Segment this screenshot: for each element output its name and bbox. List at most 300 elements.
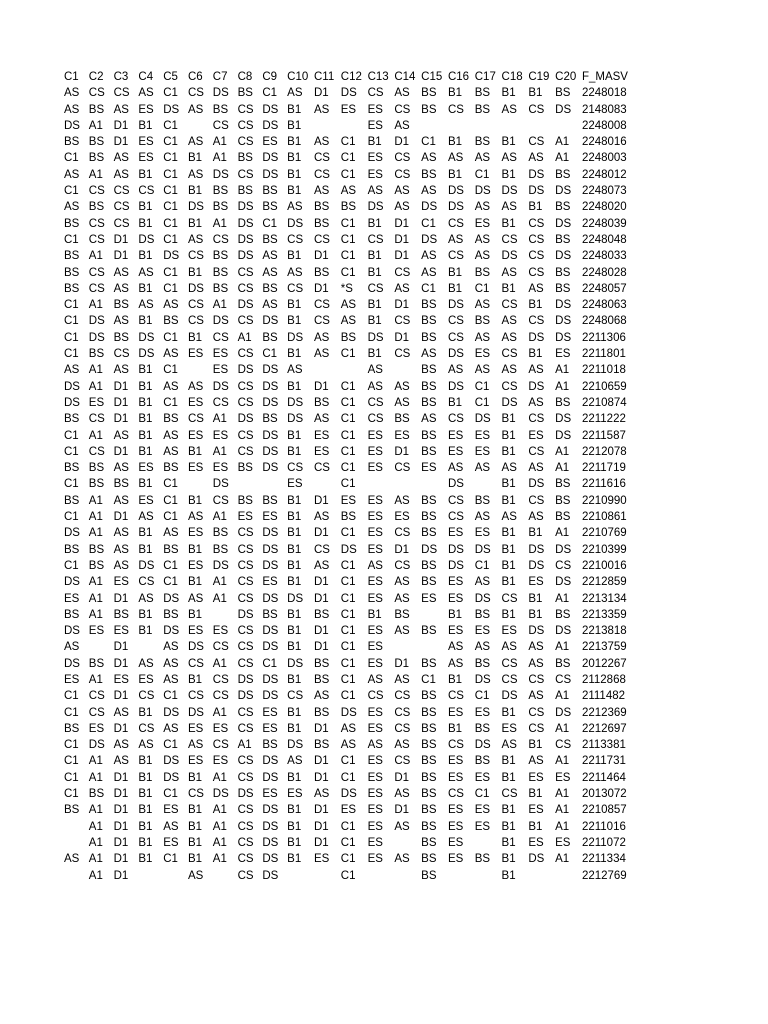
grade-cell: DS: [187, 706, 204, 719]
grade-cell: AS: [501, 511, 517, 524]
grade-cell: ES: [555, 836, 571, 849]
grade-cell: ES: [313, 429, 330, 442]
grade-cell: DS: [64, 527, 80, 540]
grade-cell: CS: [313, 233, 330, 246]
grade-cell: AS: [313, 348, 330, 361]
column-header: C16: [447, 71, 470, 83]
grade-cell: B1: [287, 348, 302, 361]
grade-cell: A1: [88, 494, 103, 507]
grade-cell: BS: [212, 543, 229, 556]
grade-cell: BS: [421, 657, 437, 670]
grade-cell: C1: [340, 625, 356, 638]
table-row: [64, 802, 652, 818]
student-id-cell: 2210016: [581, 559, 627, 572]
grade-cell: A1: [555, 641, 570, 654]
grade-cell: BS: [163, 608, 179, 621]
grade-cell: BS: [64, 266, 80, 279]
grade-cell: ES: [367, 103, 383, 116]
grade-cell: C1: [163, 119, 178, 132]
grade-cell: DS: [138, 233, 155, 246]
grade-cell: D1: [113, 250, 129, 263]
grade-cell: AS: [313, 103, 330, 116]
column-header: C13: [367, 71, 389, 83]
grade-cell: DS: [237, 250, 254, 263]
grade-cell: A1: [212, 511, 227, 524]
grade-cell: B1: [501, 543, 516, 556]
grade-cell: B1: [138, 396, 153, 409]
grade-cell: AS: [367, 380, 383, 393]
grade-cell: DS: [262, 168, 279, 181]
grade-cell: AS: [474, 201, 491, 214]
grade-cell: A1: [212, 413, 227, 426]
grade-cell: BS: [64, 608, 80, 621]
grade-cell: BS: [113, 331, 129, 344]
grade-cell: BS: [212, 201, 229, 214]
grade-cell: D1: [313, 282, 329, 295]
student-id-cell: 2248008: [581, 119, 627, 132]
grade-cell: CS: [555, 739, 572, 752]
grade-cell: CS: [113, 217, 130, 230]
grade-cell: BS: [421, 364, 437, 377]
grade-cell: C1: [262, 87, 278, 100]
grade-cell: AS: [394, 576, 410, 589]
grade-cell: D1: [313, 836, 329, 849]
grade-cell: BS: [64, 136, 80, 149]
grade-cell: BS: [421, 625, 437, 638]
grade-cell: DS: [447, 299, 464, 312]
student-id-cell: 2211464: [581, 771, 626, 784]
grade-cell: BS: [474, 722, 491, 735]
grade-cell: D1: [113, 657, 129, 670]
grade-cell: DS: [421, 233, 438, 246]
grade-cell: AS: [501, 462, 517, 475]
grade-cell: A1: [88, 771, 103, 784]
grade-cell: [213, 868, 238, 884]
grade-cell: [138, 639, 163, 655]
grade-cell: BS: [64, 413, 80, 426]
grade-cell: B1: [287, 771, 302, 784]
grade-cell: CS: [313, 168, 330, 181]
grade-cell: BS: [421, 315, 437, 328]
grade-cell: [448, 118, 475, 134]
grade-cell: DS: [555, 331, 572, 344]
grade-cell: CS: [501, 233, 518, 246]
grade-cell: C1: [163, 136, 178, 149]
grade-cell: A1: [88, 853, 103, 866]
grade-cell: DS: [262, 771, 279, 784]
grade-cell: B1: [501, 853, 516, 866]
grade-cell: CS: [447, 739, 464, 752]
grade-cell: B1: [367, 299, 382, 312]
grade-cell: [475, 118, 502, 134]
grade-cell: BS: [313, 706, 330, 719]
grade-cell: CS: [528, 233, 545, 246]
grade-cell: B1: [528, 527, 543, 540]
table-row: [64, 330, 652, 346]
grade-cell: AS: [113, 103, 129, 116]
grade-cell: B1: [138, 119, 153, 132]
grade-cell: CS: [394, 315, 411, 328]
grade-cell: AS: [113, 494, 129, 507]
student-id-cell: 2211334: [581, 853, 626, 866]
grade-cell: B1: [138, 788, 153, 801]
grade-cell: AS: [501, 201, 517, 214]
grade-cell: DS: [212, 380, 229, 393]
grade-cell: CS: [528, 136, 545, 149]
grade-cell: D1: [113, 136, 129, 149]
grade-cell: AS: [64, 168, 80, 181]
grade-cell: C1: [421, 282, 436, 295]
grade-cell: CS: [88, 87, 105, 100]
grade-cell: DS: [287, 739, 304, 752]
grade-cell: DS: [262, 429, 279, 442]
grade-cell: BS: [262, 331, 278, 344]
grade-cell: ES: [528, 804, 544, 817]
grade-cell: B1: [447, 722, 463, 735]
grade-cell: C1: [340, 869, 356, 882]
grade-cell: C1: [64, 315, 79, 328]
grade-cell: B1: [367, 608, 382, 621]
grade-cell: AS: [64, 364, 80, 377]
grade-cell: DS: [474, 673, 491, 686]
grade-cell: C1: [340, 462, 356, 475]
column-header: C4: [138, 71, 154, 83]
grade-cell: DS: [64, 657, 80, 670]
grade-cell: C1: [262, 217, 278, 230]
grade-cell: C1: [64, 478, 79, 491]
grade-cell: DS: [237, 608, 254, 621]
grade-cell: D1: [394, 331, 410, 344]
grade-cell: DS: [237, 217, 254, 230]
grade-cell: BS: [421, 755, 437, 768]
grade-cell: AS: [64, 103, 80, 116]
grade-cell: CS: [287, 462, 304, 475]
grade-cell: AS: [113, 168, 129, 181]
grade-cell: DS: [262, 315, 279, 328]
grade-cell: BS: [88, 103, 105, 116]
grade-cell: ES: [474, 429, 491, 442]
table-row: [64, 362, 652, 378]
grade-cell: B1: [287, 608, 302, 621]
grade-cell: C1: [340, 641, 356, 654]
grade-cell: D1: [313, 755, 329, 768]
grade-cell: BS: [555, 87, 571, 100]
grade-cell: BS: [474, 755, 491, 768]
grade-cell: BS: [163, 413, 179, 426]
grade-cell: AS: [113, 706, 129, 719]
grade-cell: B1: [501, 87, 516, 100]
grade-cell: C1: [163, 576, 178, 589]
grade-cell: A1: [555, 853, 570, 866]
column-header: C9: [262, 71, 278, 83]
student-id-cell: 2210399: [581, 543, 627, 556]
grade-cell: AS: [474, 364, 491, 377]
grade-cell: A1: [88, 608, 103, 621]
grade-cell: BS: [212, 266, 229, 279]
grade-cell: CS: [287, 690, 304, 703]
grade-cell: ES: [447, 771, 464, 784]
grade-cell: AS: [340, 739, 357, 752]
grade-cell: ES: [474, 625, 491, 638]
grade-cell: CS: [212, 396, 229, 409]
grade-cell: DS: [163, 625, 180, 638]
grade-cell: C1: [64, 739, 79, 752]
grade-cell: DS: [212, 478, 229, 491]
grade-cell: C1: [262, 348, 278, 361]
grade-cell: DS: [555, 429, 572, 442]
grade-cell: B1: [138, 804, 153, 817]
grade-cell: CS: [237, 103, 254, 116]
grade-cell: CS: [313, 315, 330, 328]
grade-cell: [64, 819, 89, 835]
grade-cell: CS: [88, 266, 105, 279]
grade-cell: AS: [64, 87, 80, 100]
grade-cell: A1: [555, 690, 570, 703]
grade-cell: CS: [187, 657, 204, 670]
grade-cell: CS: [501, 348, 518, 361]
grade-cell: AS: [474, 250, 491, 263]
grade-cell: D1: [394, 445, 410, 458]
grade-cell: DS: [555, 299, 572, 312]
grade-cell: CS: [447, 217, 464, 230]
grade-cell: C1: [163, 788, 178, 801]
grade-cell: ES: [138, 494, 154, 507]
grade-cell: B1: [138, 755, 153, 768]
grade-cell: CS: [313, 152, 330, 165]
grade-cell: [238, 476, 263, 492]
grade-cell: DS: [163, 592, 180, 605]
grade-cell: BS: [88, 136, 105, 149]
grade-cell: ES: [367, 625, 383, 638]
grade-cell: D1: [113, 233, 129, 246]
column-header: C15: [421, 71, 443, 83]
grade-cell: AS: [501, 641, 517, 654]
grade-cell: CS: [287, 282, 304, 295]
grade-cell: BS: [212, 250, 229, 263]
grade-cell: DS: [262, 559, 279, 572]
grade-cell: ES: [113, 673, 129, 686]
grade-cell: ES: [212, 364, 229, 377]
grade-cell: C1: [163, 853, 178, 866]
grade-cell: B1: [287, 836, 302, 849]
grade-cell: CS: [555, 673, 572, 686]
grade-cell: DS: [262, 152, 279, 165]
grade-cell: DS: [64, 576, 80, 589]
grade-cell: C1: [474, 282, 490, 295]
grade-cell: AS: [64, 853, 80, 866]
grade-cell: DS: [262, 836, 279, 849]
grade-cell: D1: [313, 625, 329, 638]
table-row: [64, 444, 652, 460]
student-id-cell: 2213134: [581, 592, 627, 605]
grade-cell: [555, 868, 582, 884]
grade-cell: A1: [212, 706, 227, 719]
grade-cell: AS: [474, 331, 491, 344]
grade-cell: BS: [88, 462, 105, 475]
grade-cell: [421, 639, 448, 655]
grade-cell: AS: [528, 657, 544, 670]
table-row: [64, 346, 652, 362]
grade-cell: B1: [501, 527, 516, 540]
grade-cell: ES: [447, 755, 464, 768]
grade-cell: CS: [237, 771, 254, 784]
header-row: [64, 69, 652, 85]
grade-cell: DS: [237, 673, 254, 686]
grade-cell: AS: [187, 739, 204, 752]
grade-cell: AS: [474, 511, 491, 524]
grade-cell: AS: [367, 739, 383, 752]
grade-cell: AS: [367, 673, 383, 686]
grade-cell: ES: [367, 511, 383, 524]
grade-cell: DS: [262, 527, 279, 540]
grade-cell: B1: [287, 299, 302, 312]
grade-cell: AS: [163, 445, 179, 458]
grade-cell: C1: [163, 282, 178, 295]
grade-cell: ES: [501, 722, 517, 735]
grade-cell: AS: [394, 119, 410, 132]
grade-cell: C1: [340, 380, 356, 393]
column-header: C11: [313, 71, 335, 83]
grade-cell: AS: [64, 641, 80, 654]
table-row: [64, 770, 652, 786]
grade-cell: B1: [501, 576, 516, 589]
grade-cell: C1: [64, 690, 79, 703]
grade-cell: AS: [113, 739, 129, 752]
grade-cell: DS: [262, 396, 279, 409]
grade-cell: AS: [163, 673, 179, 686]
grade-cell: C1: [340, 168, 356, 181]
grade-cell: DS: [501, 396, 518, 409]
grade-cell: DS: [187, 201, 204, 214]
grade-cell: ES: [187, 625, 204, 638]
grade-cell: BS: [421, 396, 437, 409]
grade-cell: *S: [340, 282, 353, 295]
grade-cell: C1: [340, 217, 356, 230]
grade-cell: DS: [237, 690, 254, 703]
grade-cell: CS: [447, 494, 464, 507]
grade-cell: B1: [501, 706, 516, 719]
grade-cell: B1: [138, 315, 153, 328]
grade-cell: CS: [88, 706, 105, 719]
table-row: [64, 574, 652, 590]
grade-cell: ES: [163, 836, 179, 849]
grade-cell: A1: [88, 820, 103, 833]
grade-cell: AS: [421, 266, 437, 279]
grade-cell: BS: [212, 527, 229, 540]
grade-cell: CS: [447, 103, 464, 116]
grade-cell: BS: [421, 576, 437, 589]
grade-cell: DS: [528, 853, 545, 866]
grade-cell: AS: [340, 722, 357, 735]
grade-cell: CS: [237, 706, 254, 719]
grade-cell: D1: [394, 543, 410, 556]
grade-cell: ES: [367, 576, 383, 589]
grade-cell: ES: [421, 462, 437, 475]
grade-cell: C1: [340, 673, 356, 686]
grade-cell: B1: [287, 625, 302, 638]
grade-cell: B1: [138, 380, 153, 393]
table-row: [64, 199, 652, 215]
grade-cell: ES: [64, 673, 80, 686]
grade-cell: ES: [367, 429, 383, 442]
grade-cell: CS: [138, 576, 155, 589]
grade-cell: CS: [187, 788, 204, 801]
grade-cell: DS: [163, 755, 180, 768]
grade-cell: BS: [212, 185, 229, 198]
grade-cell: C1: [64, 445, 79, 458]
grade-cell: AS: [528, 396, 544, 409]
grade-cell: D1: [313, 641, 329, 654]
grade-cell: D1: [313, 87, 329, 100]
grade-cell: BS: [421, 429, 437, 442]
grade-cell: AS: [421, 250, 437, 263]
grade-cell: AS: [187, 233, 204, 246]
grade-cell: ES: [367, 836, 383, 849]
grade-cell: A1: [88, 869, 103, 882]
grade-cell: ES: [447, 445, 464, 458]
grade-cell: A1: [555, 136, 570, 149]
grade-cell: AS: [528, 364, 544, 377]
table-row: [64, 379, 652, 395]
column-header: C17: [474, 71, 496, 83]
grade-cell: BS: [88, 348, 105, 361]
grade-cell: DS: [555, 413, 572, 426]
grade-cell: C1: [163, 396, 178, 409]
grade-cell: AS: [421, 413, 437, 426]
grade-cell: ES: [313, 853, 330, 866]
grade-cell: C1: [163, 511, 178, 524]
grade-cell: CS: [237, 836, 254, 849]
grade-cell: ES: [394, 511, 410, 524]
grade-cell: CS: [394, 103, 411, 116]
grade-cell: A1: [212, 804, 227, 817]
grade-cell: C1: [340, 608, 356, 621]
grade-cell: AS: [340, 315, 357, 328]
grade-cell: ES: [447, 576, 464, 589]
grade-cell: CS: [187, 250, 204, 263]
grade-cell: DS: [287, 396, 304, 409]
grade-cell: CS: [113, 87, 130, 100]
data-sheet: [64, 69, 652, 884]
grade-cell: D1: [113, 396, 129, 409]
grade-cell: DS: [163, 706, 180, 719]
grade-cell: B1: [187, 543, 203, 556]
grade-cell: B1: [501, 445, 516, 458]
grade-cell: DS: [528, 625, 545, 638]
grade-cell: BS: [88, 152, 105, 165]
grade-cell: AS: [501, 739, 517, 752]
grade-cell: A1: [88, 380, 103, 393]
grade-cell: DS: [262, 869, 279, 882]
grade-cell: CS: [367, 413, 384, 426]
grade-cell: AS: [394, 87, 410, 100]
student-id-cell: 2212859: [581, 576, 627, 589]
grade-cell: DS: [262, 380, 279, 393]
grade-cell: CS: [88, 413, 105, 426]
grade-cell: CS: [113, 185, 130, 198]
table-row: [64, 623, 652, 639]
table-row: [64, 656, 652, 672]
grade-cell: D1: [394, 771, 410, 784]
grade-cell: ES: [367, 788, 383, 801]
column-header: F_MASV: [581, 71, 628, 83]
grade-cell: D1: [313, 804, 329, 817]
grade-cell: B1: [367, 250, 382, 263]
column-header: C20: [555, 71, 577, 83]
grade-cell: DS: [212, 315, 229, 328]
grade-cell: D1: [113, 511, 129, 524]
student-id-cell: 2211719: [581, 462, 626, 475]
